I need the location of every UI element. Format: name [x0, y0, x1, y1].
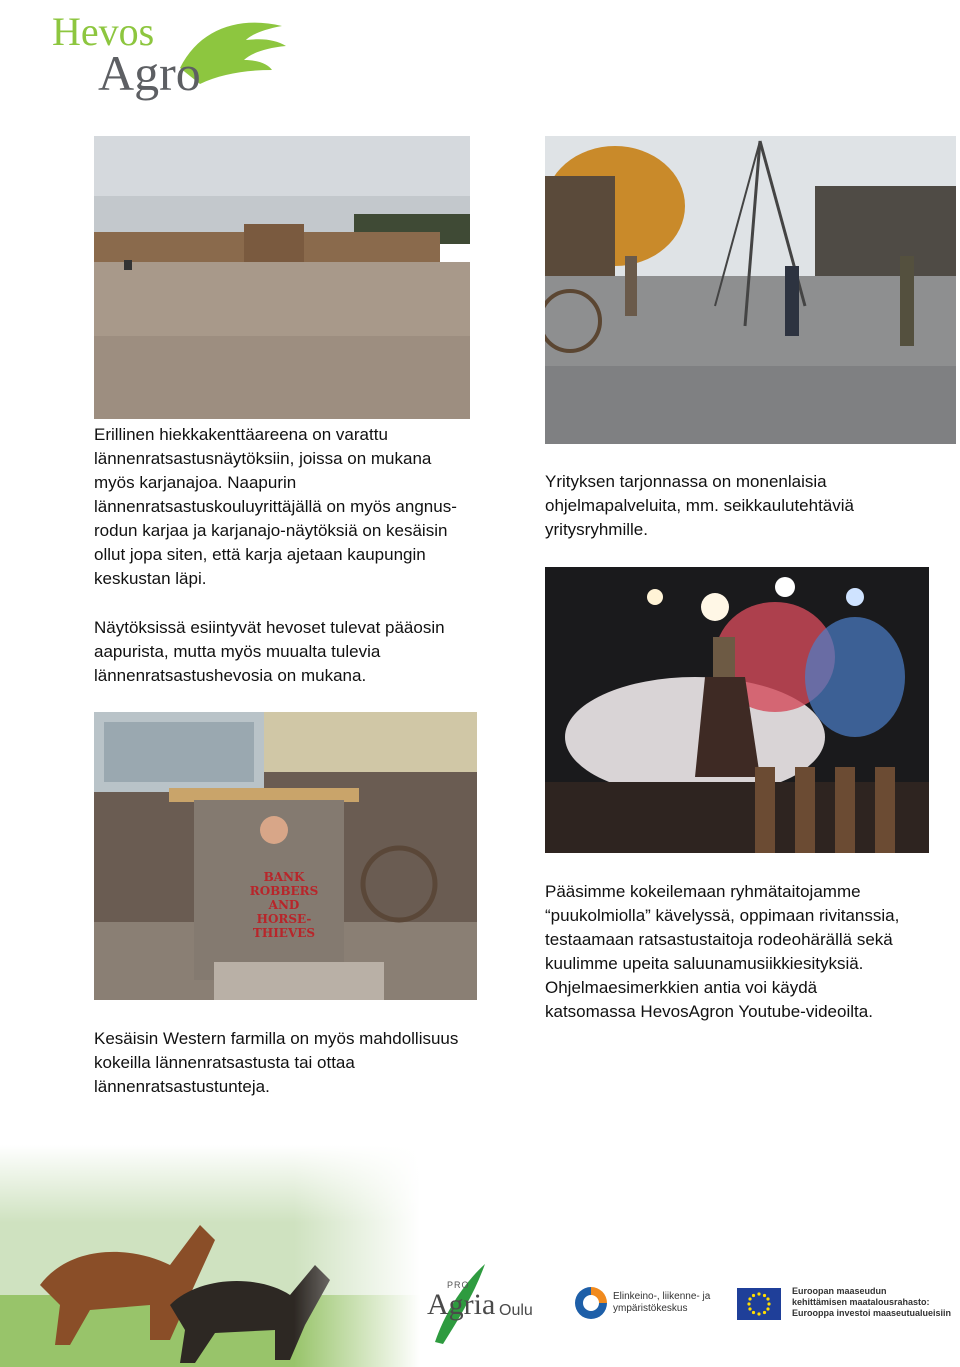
- eu-line1: Euroopan maaseudun: [792, 1286, 887, 1296]
- eu-line3: Eurooppa investoi maaseutualueisiin: [792, 1308, 952, 1318]
- sign-text: [229, 870, 339, 940]
- ely-logo: [573, 1283, 723, 1323]
- ely-text: [613, 1291, 710, 1315]
- eu-line2: kehittämisen maatalousrahasto:: [792, 1297, 930, 1307]
- logo-line2: Agro: [98, 45, 201, 101]
- services-text: Yrityksen tarjonnassa on monenlaisia ohjelmapalveluita, mm. seikkaulutehtäviä yritysryhmille.: [545, 472, 854, 539]
- proagria-logo: [425, 1262, 545, 1347]
- ely-line1: Elinkeino-, liikenne- ja: [613, 1291, 711, 1302]
- eu-text: [792, 1286, 951, 1319]
- proagria-main: Agria: [427, 1288, 496, 1321]
- sign-line3: HORSE-THIEVES: [252, 912, 316, 940]
- proagria-region: Oulu: [499, 1302, 533, 1319]
- horses-text: Näytöksissä esiintyvät hevoset tulevat pääosin aapurista, mutta myös muualta tulevia lännenratsastushevosia on mukana.: [94, 618, 445, 685]
- arena-text: Erillinen hiekkakenttäareena on varattu lännenratsastusnäytöksiin, joissa on mukana myös karjanajoa. Naapurin lännenratsastuskouluyrittäjällä on myös angnus- rodun karjaa ja karjanajo-näytöksiä on kesäisin ollut jopa siten, että karja ajetaan kaupungin keskustan läpi.: [94, 425, 457, 588]
- sign-line1: BANK ROBBERS: [249, 870, 319, 898]
- stage-photo: [545, 567, 929, 853]
- sign-photo: [94, 712, 477, 1000]
- eu-logo: [737, 1284, 952, 1324]
- arena-photo: [94, 136, 470, 419]
- team-text: Pääsimme kokeilemaan ryhmätaitojamme “puukolmiolla” kävelyssä, oppimaan rivitanssia, testaamaan ratsastustaitoja rodeohärällä sekä kuulimme upeita saluunamusiikkiesityksiä. Ohjelmaesimerkkien antia voi käydä katsomassa HevosAgron Youtube-videoilta.: [545, 882, 900, 1021]
- eu-flag-icon: [737, 1288, 781, 1320]
- sign-line2: AND: [268, 898, 300, 912]
- activity-photo: [545, 136, 956, 444]
- logo-line1: Hevos: [52, 9, 155, 54]
- horses-footer-image: [0, 1145, 420, 1367]
- proagria-small: PRO: [447, 1280, 470, 1290]
- ely-line2: ympäristökeskus: [613, 1303, 688, 1314]
- summer-text: Kesäisin Western farmilla on myös mahdollisuus kokeilla lännenratsastusta tai ottaa lännenratsastustunteja.: [94, 1029, 459, 1096]
- ely-emblem-icon: [573, 1285, 609, 1321]
- hevosagro-logo: [50, 8, 290, 108]
